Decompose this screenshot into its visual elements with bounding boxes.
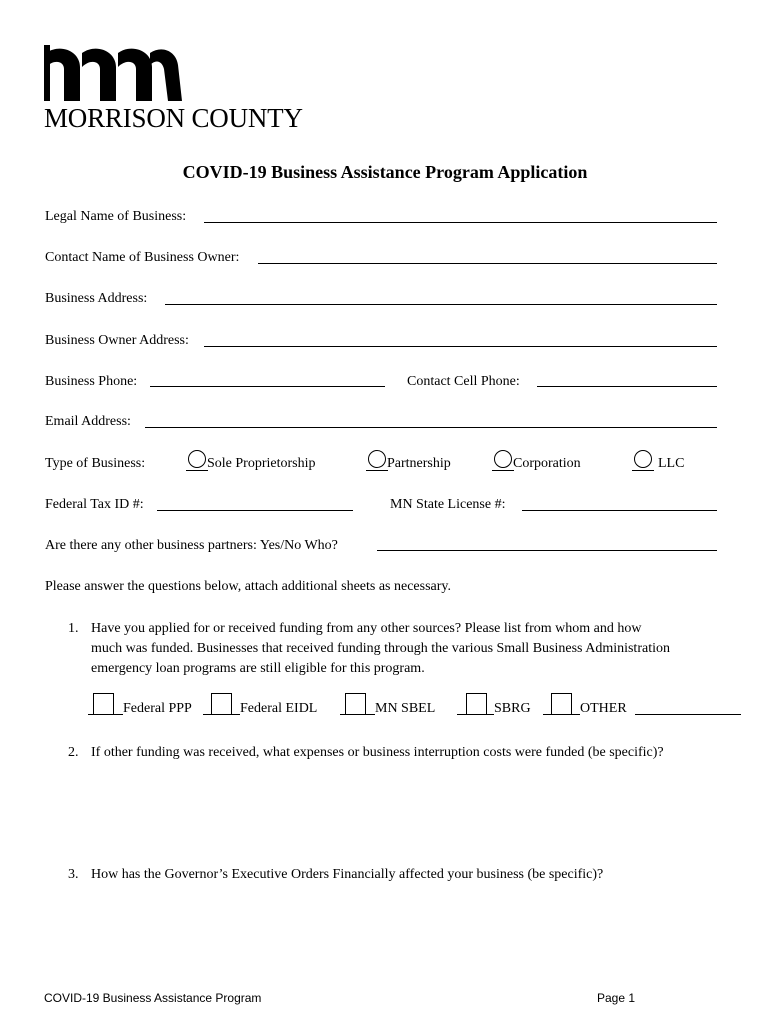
- email-field[interactable]: [145, 427, 717, 428]
- mn-sbel-checkbox[interactable]: [345, 693, 366, 715]
- legal-name-label: Legal Name of Business:: [45, 209, 187, 224]
- other-checkbox[interactable]: [551, 693, 572, 715]
- sole-proprietorship-radio[interactable]: [188, 450, 206, 468]
- llc-radio[interactable]: [634, 450, 652, 468]
- state-license-label: MN State License #:: [390, 497, 506, 512]
- business-address-label: Business Address:: [45, 291, 148, 306]
- business-phone-field[interactable]: [150, 386, 385, 387]
- mn-sbel-label: MN SBEL: [375, 701, 436, 716]
- other-label: OTHER: [580, 701, 627, 716]
- question-1-number: 1.: [68, 621, 79, 636]
- other-field[interactable]: [635, 714, 741, 715]
- partnership-underline: [366, 470, 388, 471]
- corporation-label: Corporation: [513, 456, 581, 471]
- cell-phone-label: Contact Cell Phone:: [407, 374, 520, 389]
- question-1-line-3: emergency loan programs are still eligible for this program.: [91, 661, 425, 676]
- corporation-underline: [492, 470, 514, 471]
- question-1-line-2: much was funded. Businesses that received funding through the various Small Business Administration: [91, 641, 670, 656]
- cell-phone-field[interactable]: [537, 386, 717, 387]
- state-license-field[interactable]: [522, 510, 717, 511]
- partnership-radio[interactable]: [368, 450, 386, 468]
- page-title: COVID-19 Business Assistance Program Application: [182, 162, 588, 182]
- sbrg-checkbox[interactable]: [466, 693, 487, 715]
- contact-name-field[interactable]: [258, 263, 717, 264]
- business-address-field[interactable]: [165, 304, 717, 305]
- contact-name-label: Contact Name of Business Owner:: [45, 250, 240, 265]
- owner-address-field[interactable]: [204, 346, 717, 347]
- partnership-label: Partnership: [387, 456, 451, 471]
- question-2-text: If other funding was received, what expenses or business interruption costs were funded (be specific)?: [91, 745, 664, 760]
- federal-ppp-label: Federal PPP: [123, 701, 192, 716]
- llc-label: LLC: [658, 456, 685, 471]
- question-3-text: How has the Governor’s Executive Orders Financially affected your business (be specific)?: [91, 867, 604, 882]
- tax-id-label: Federal Tax ID #:: [45, 497, 144, 512]
- federal-eidl-checkbox[interactable]: [211, 693, 232, 715]
- federal-ppp-checkbox[interactable]: [93, 693, 114, 715]
- question-3-number: 3.: [68, 867, 79, 882]
- email-label: Email Address:: [45, 414, 131, 429]
- sole-proprietorship-label: Sole Proprietorship: [207, 456, 316, 471]
- sole-proprietorship-underline: [186, 470, 208, 471]
- corporation-radio[interactable]: [494, 450, 512, 468]
- tax-id-field[interactable]: [157, 510, 353, 511]
- question-1-line-1: Have you applied for or received funding from any other sources? Please list from whom and how: [91, 621, 642, 636]
- business-type-label: Type of Business:: [45, 456, 146, 471]
- question-2-number: 2.: [68, 745, 79, 760]
- legal-name-field[interactable]: [204, 222, 717, 223]
- partners-label: Are there any other business partners: Yes/No Who?: [45, 538, 338, 553]
- county-logo-mark: [44, 45, 184, 103]
- llc-underline: [632, 470, 654, 471]
- footer-program-name: COVID-19 Business Assistance Program: [44, 991, 262, 1005]
- business-phone-label: Business Phone:: [45, 374, 138, 389]
- county-logo-text: MORRISON COUNTY: [44, 103, 303, 133]
- owner-address-label: Business Owner Address:: [45, 333, 189, 348]
- footer-page-number: Page 1: [597, 991, 636, 1005]
- partners-field[interactable]: [377, 550, 717, 551]
- instructions-text: Please answer the questions below, attach additional sheets as necessary.: [45, 579, 451, 594]
- sbrg-label: SBRG: [494, 701, 531, 716]
- federal-eidl-label: Federal EIDL: [240, 701, 318, 716]
